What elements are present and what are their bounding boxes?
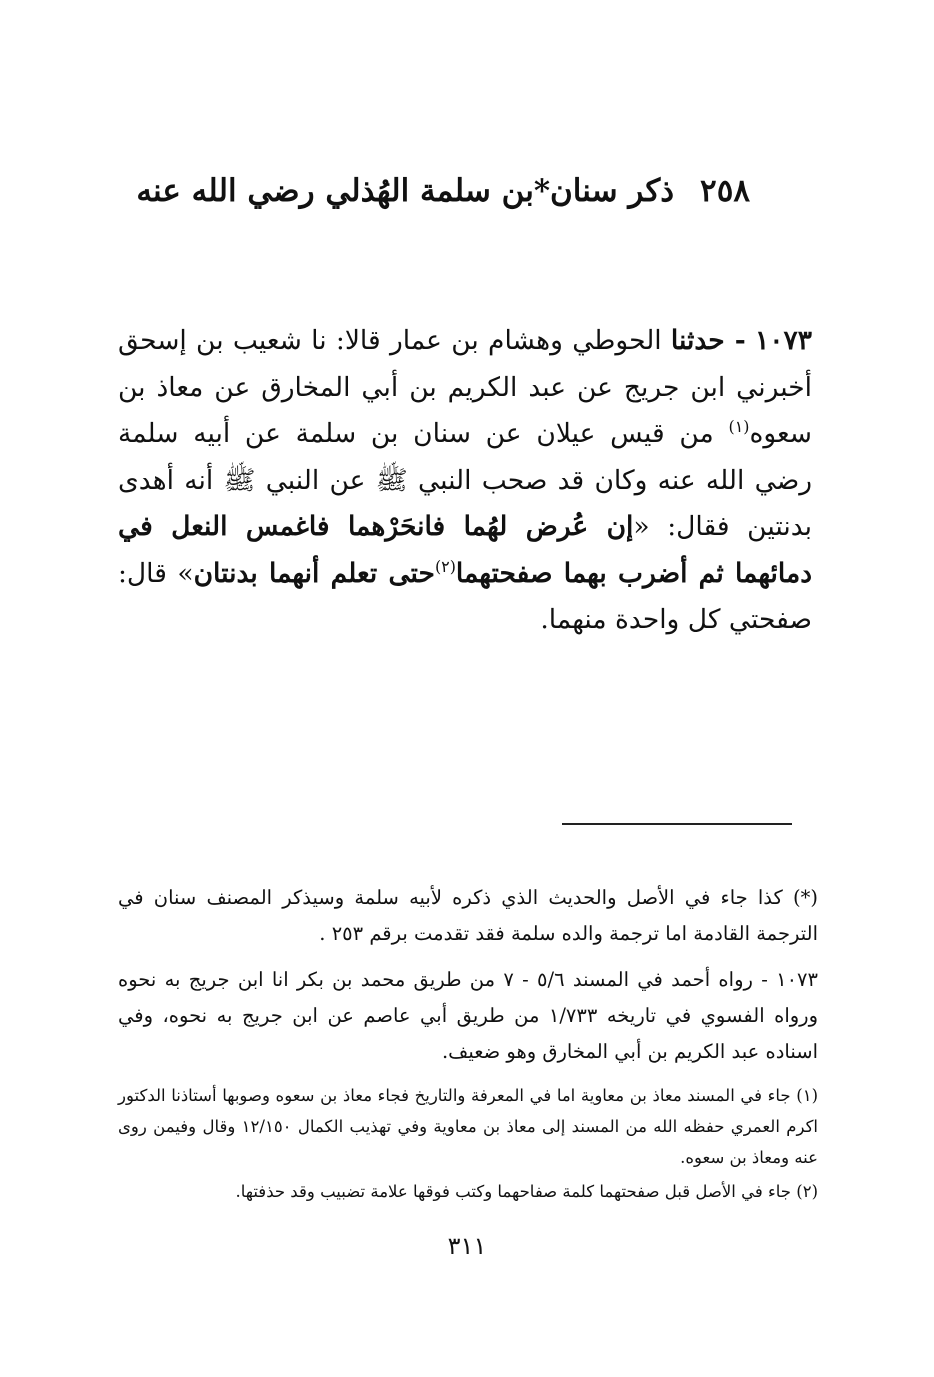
chapter-heading bbox=[136, 166, 750, 216]
footnote-item bbox=[118, 1080, 818, 1173]
hadith-middle: من قيس عيلان عن سنان بن سلمة عن أبيه سلمة رضي الله عنه وكان قد صحب النبي ﷺ عن النبي ﷺ أنه أهدى بدنتين فقال: « bbox=[118, 418, 813, 542]
notes-section bbox=[118, 880, 818, 1207]
hadith-intro: الحوطي وهشام بن عمار قالا: نا شعيب بن إسحق أخبرني ابن جريج عن عبد الكريم بن أبي المخارق عن معاذ بن سعوه bbox=[118, 325, 812, 449]
note-text: كذا جاء في الأصل والحديث الذي ذكره لأبيه سلمة وسيذكر المصنف سنان في الترجمة القادمة اما ترجمة والده سلمة فقد تقدمت برقم ٢٥٣ . bbox=[118, 886, 818, 945]
hadith-number: ١٠٧٣ bbox=[755, 325, 812, 356]
footnote-label: (٢) bbox=[796, 1182, 818, 1201]
hadith-quote-part1: إن عُرض لهُما فانحَرْهما فاغمس النعل في دمائهما ثم أضرب بهما صفحتهما bbox=[118, 511, 812, 589]
hadith-text: ١٠٧٣ - حدثنا الحوطي وهشام بن عمار قالا: نا شعيب بن إسحق أخبرني ابن جريج عن عبد الكريم بن أبي المخارق عن معاذ بن سعوه$^{(١)}$ من قيس عيلان عن سنان بن سلمة عن أبيه سلمة رضي الله عنه وكان قد صحب النبي ﷺ عن النبي ﷺ أنه أهدى بدنتين فقال: «إن عُرض لهُما فانحَرْهما فاغمس النعل في دمائهما ثم أضرب بهما صفحتهما$^{(٢)}$حتى تعلم أنهما بدنتان» قال: صفحتي كل واحدة منهما. bbox=[118, 325, 813, 635]
note-label: (*) bbox=[793, 886, 818, 909]
footnote-label: (١) bbox=[796, 1086, 819, 1105]
note-item bbox=[118, 880, 818, 952]
footnote-item bbox=[118, 1176, 818, 1207]
footnote-ref-2: (٢) bbox=[434, 556, 456, 576]
note-label: ١٠٧٣ - bbox=[761, 968, 818, 991]
footnote-ref-1: (١) bbox=[728, 417, 750, 437]
hadith-lead: حدثنا bbox=[670, 325, 725, 356]
hadith-quote-part2: حتى تعلم أنهما بدنتان bbox=[193, 557, 435, 589]
footnote-separator bbox=[562, 823, 792, 825]
chapter-title: ذكر سنان*بن سلمة الهُذلي رضي الله عنه bbox=[136, 173, 675, 209]
chapter-number: ٢٥٨ bbox=[700, 173, 750, 209]
hadith-ending: » قال: صفحتي كل واحدة منهما. bbox=[118, 557, 812, 635]
page-number: ٣١١ bbox=[447, 1232, 487, 1260]
note-text: رواه أحمد في المسند ٥/٦ - ٧ من طريق محمد بن بكر انا ابن جريج به نحوه ورواه الفسوي في تاريخه ١/٧٣٣ من طريق أبي عاصم عن ابن جريج به نحوه، وفي اسناده عبد الكريم بن أبي المخارق وهو ضعيف. bbox=[118, 968, 819, 1063]
note-item bbox=[118, 962, 818, 1070]
footnote-text: جاء في المسند معاذ بن معاوية اما في المعرفة والتاريخ فجاء معاذ بن سعوه وصوبها أستاذنا الدكتور اكرم العمري حفظه الله من المسند إلى معاذ بن معاوية وفي تهذيب الكمال ١٢/١٥٠ وقال وفيمن روى عنه ومعاذ بن سعوه. bbox=[118, 1086, 819, 1167]
footnote-text: جاء في الأصل قبل صفحتهما كلمة صفاحهما وكتب فوقها علامة تضبيب وقد حذفتها. bbox=[235, 1182, 791, 1201]
